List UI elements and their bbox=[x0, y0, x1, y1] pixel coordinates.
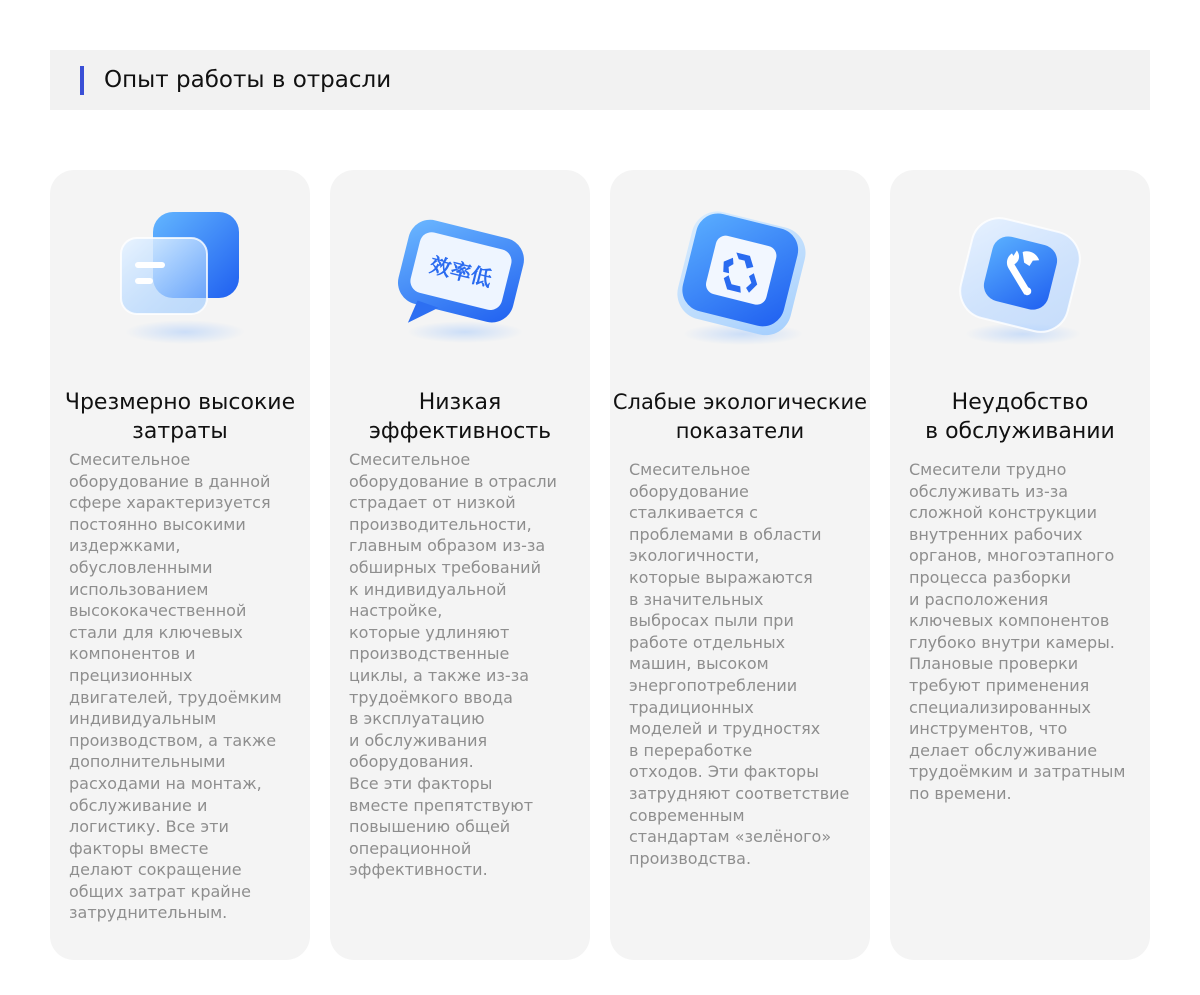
card-description: Смесители трудно обслуживать из-за сложной конструкции внутренних рабочих органов, многоэтапного процесса разборки и расположения ключевых компонентов глубоко внутри камеры. Плановые проверки требуют применения специализированных инструментов, что делает обслуживание трудоёмким и затратным по времени. bbox=[909, 460, 1126, 803]
wrench-icon bbox=[945, 200, 1095, 350]
card-title: Чрезмерно высокие затраты bbox=[64, 390, 296, 444]
section-header bbox=[50, 50, 1150, 110]
accent-bar bbox=[80, 66, 84, 95]
card-maintenance bbox=[890, 170, 1150, 960]
card-weak-ecology bbox=[610, 170, 870, 960]
recycle-icon bbox=[665, 200, 815, 350]
card-title: Слабые экологические показатели bbox=[612, 390, 868, 443]
card-description: Смесительное оборудование сталкивается с проблемами в области экологичности, которые выражаются в значительных выбросах пыли при работе отдельных машин, высоком энергопотреблении традиционных моделей и трудностях в переработке отходов. Эти факторы затрудняют соответствие современным стандартам «зелёного» производства. bbox=[629, 460, 850, 868]
card-description: Смесительное оборудование в данной сфере характеризуется постоянно высокими издержками, обусловленными использованием высококачественной стали для ключевых компонентов и прецизионных двигателей, трудоёмким индивидуальным производством, а также дополнительными расходами на монтаж, обслуживание и логистику. Все эти факторы вместе делают сокращение общих затрат крайне затруднительным. bbox=[69, 450, 282, 923]
message-cost-icon bbox=[105, 200, 255, 350]
card-title: Неудобство в обслуживании bbox=[925, 390, 1115, 444]
low-efficiency-icon bbox=[385, 200, 535, 350]
card-description: Смесительное оборудование в отрасли страдает от низкой производительности, главным образом из-за обширных требований к индивидуальной настройке, которые удлиняют производственные циклы, а также из-за трудоёмкого ввода в эксплуатацию и обслуживания оборудования. Все эти факторы вместе препятствуют повышению общей операционной эффективности. bbox=[349, 450, 557, 880]
card-low-efficiency bbox=[330, 170, 590, 960]
section-title: Опыт работы в отрасли bbox=[104, 67, 392, 93]
card-title: Низкая эффективность bbox=[368, 390, 552, 444]
card-high-costs bbox=[50, 170, 310, 960]
icon-text: 效率低 bbox=[427, 252, 495, 292]
